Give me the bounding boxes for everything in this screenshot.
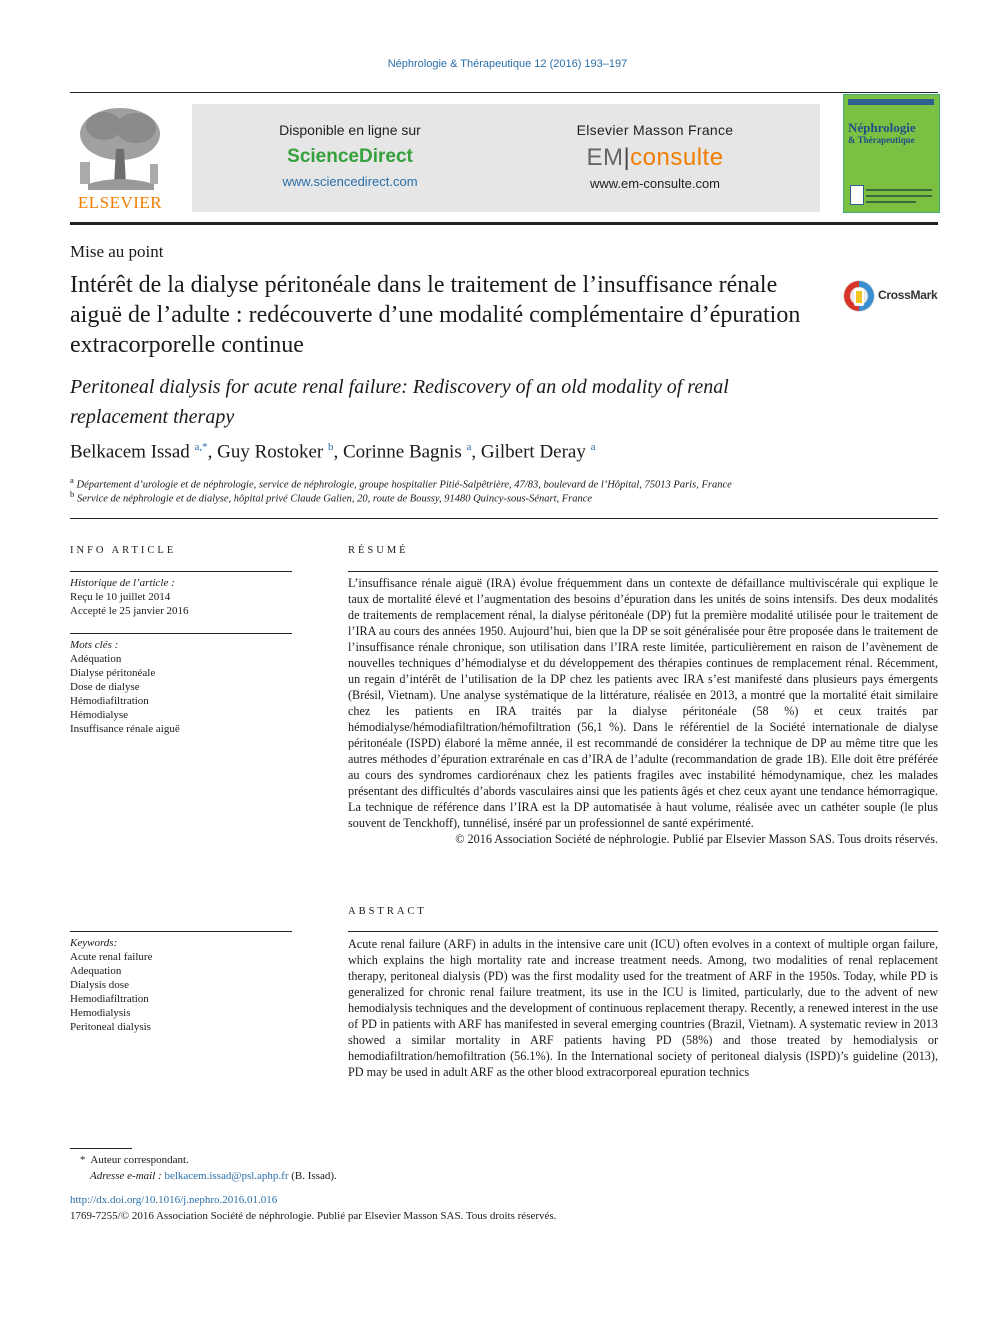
info-heading: INFO ARTICLE bbox=[70, 545, 177, 556]
keyword: Adequation bbox=[70, 965, 122, 977]
footnotes bbox=[70, 1152, 556, 1224]
keywords-en bbox=[70, 936, 292, 1034]
email-link[interactable]: belkacem.issad@psl.aphp.fr bbox=[164, 1170, 289, 1182]
keywords-fr-label: Mots clés : bbox=[70, 639, 119, 651]
cover-line bbox=[866, 201, 916, 203]
crossmark-badge[interactable] bbox=[842, 279, 942, 313]
keyword: Insuffisance rénale aiguë bbox=[70, 723, 180, 735]
sd-available-label: Disponible en ligne sur bbox=[279, 122, 421, 138]
journal-reference[interactable]: Néphrologie & Thérapeutique 12 (2016) 193–197 bbox=[387, 58, 628, 70]
info-rule bbox=[70, 571, 292, 572]
affiliation-mark: b bbox=[70, 489, 75, 499]
abstract-text: Acute renal failure (ARF) in adults in the intensive care unit (ICU) often evolves in a context of multiple organ failure, which explains the high mortality rate and increase treatment needs. Among, two modalities of renal replacement therapy, peritoneal dialysis (PD) was the first modality used for the treatment of ARF in the 1950s. Today, while PD is generalized for chronic renal failure treatment, its use in the ICU is limited, particularly, due to the advent of new hemodialysis techniques and the development of continuous replacement therapy. Recently, a renewed interest in the use of PD in patients with ARF has manifested in several emerging countries (Brazil, Vietnam). A systematic review in 2013 showed a similar mortality in ARF patients having PD (58%) and those treated by hemodialysis or hemodiafiltration/hemofiltration (56.1%). In the International society of peritoneal dialysis (ISPD)’s guideline (2013), PD may be used in adult ARF as the other blood extracorporeal epuration technics bbox=[348, 937, 938, 1079]
keyword: Hemodiafiltration bbox=[70, 993, 149, 1005]
sciencedirect-link[interactable]: www.sciencedirect.com bbox=[282, 174, 418, 189]
resume-copyright: © 2016 Association Société de néphrologie. Publié par Elsevier Masson SAS. Tous droits réservés. bbox=[455, 832, 938, 846]
keyword: Hemodialysis bbox=[70, 1007, 131, 1019]
keyword: Adéquation bbox=[70, 653, 122, 665]
corresponding-author-note bbox=[70, 1152, 556, 1168]
corresponding-text: Auteur correspondant. bbox=[90, 1154, 189, 1166]
crossmark-icon bbox=[842, 279, 876, 313]
crossmark-label: CrossMark bbox=[878, 288, 938, 302]
keyword: Hémodiafiltration bbox=[70, 695, 149, 707]
sciencedirect-block bbox=[250, 122, 450, 189]
elsevier-wordmark: ELSEVIER bbox=[77, 193, 163, 212]
info-rule bbox=[70, 931, 292, 932]
abstract-body bbox=[348, 936, 938, 1080]
author-name[interactable]: Guy Rostoker bbox=[217, 441, 324, 463]
cover-line bbox=[866, 189, 932, 191]
affiliation-mark: a bbox=[70, 475, 74, 485]
keyword: Dose de dialyse bbox=[70, 681, 140, 693]
journal-cover[interactable] bbox=[843, 94, 940, 213]
article-type: Mise au point bbox=[70, 242, 164, 261]
cover-subtitle: & Thérapeutique bbox=[848, 135, 915, 145]
author-name[interactable]: Gilbert Deray bbox=[480, 441, 586, 463]
affiliation-text: Département d’urologie et de néphrologie, service de néphrologie, groupe hospitalier Pitié-Salpêtrière, 47/83, boulevard de l’Hôpital, 75013 Paris, France bbox=[76, 479, 732, 491]
article-title-english: Peritoneal dialysis for acute renal failure: Rediscovery of an old modality of renal replacement therapy bbox=[70, 376, 729, 428]
em-logo-divider: | bbox=[623, 144, 631, 171]
resume-body bbox=[348, 575, 938, 847]
cover-line bbox=[866, 195, 932, 197]
email-suffix: (B. Issad). bbox=[291, 1170, 337, 1182]
sciencedirect-logo[interactable]: ScienceDirect bbox=[287, 146, 413, 167]
doi-link[interactable]: http://dx.doi.org/10.1016/j.nephro.2016.01.016 bbox=[70, 1194, 278, 1206]
corresponding-mark: * bbox=[80, 1154, 86, 1166]
section-rule bbox=[70, 518, 938, 519]
em-logo-consulte: consulte bbox=[630, 144, 724, 171]
em-consulte-logo[interactable] bbox=[545, 144, 765, 172]
email-line bbox=[70, 1168, 556, 1184]
article-history bbox=[70, 576, 292, 618]
cover-badge bbox=[850, 185, 864, 205]
em-logo-em: EM bbox=[586, 144, 624, 171]
keywords-en-label: Keywords: bbox=[70, 937, 118, 949]
header-bottom-rule bbox=[70, 222, 938, 225]
cover-title: Néphrologie bbox=[848, 120, 916, 135]
history-label: Historique de l’article : bbox=[70, 577, 175, 589]
info-rule bbox=[70, 633, 292, 634]
keyword: Hémodialyse bbox=[70, 709, 129, 721]
article-title: Intérêt de la dialyse péritonéale dans le traitement de l’insuffisance rénale aiguë de l’adulte : redécouverte d’une modalité complémentaire d’épuration extracorporelle continue bbox=[70, 272, 801, 358]
author-name[interactable]: Belkacem Issad bbox=[70, 441, 190, 463]
elsevier-tree-icon bbox=[68, 104, 172, 194]
abstract-heading: ABSTRACT bbox=[348, 906, 427, 917]
author-name[interactable]: Corinne Bagnis bbox=[342, 441, 462, 463]
keywords-fr bbox=[70, 638, 292, 736]
author-affiliation-mark[interactable]: a bbox=[590, 441, 596, 453]
em-consulte-block bbox=[545, 122, 765, 191]
affiliation bbox=[70, 489, 940, 505]
keyword: Dialysis dose bbox=[70, 979, 129, 991]
issn-copyright: 1769-7255/© 2016 Association Société de néphrologie. Publié par Elsevier Masson SAS. Tous droits réservés. bbox=[70, 1210, 557, 1222]
keyword: Dialyse péritonéale bbox=[70, 667, 156, 679]
em-consulte-link[interactable]: www.em-consulte.com bbox=[589, 176, 721, 191]
keyword: Acute renal failure bbox=[70, 951, 153, 963]
email-label: Adresse e-mail : bbox=[90, 1170, 162, 1182]
received-date: Reçu le 10 juillet 2014 bbox=[70, 591, 171, 603]
accepted-date: Accepté le 25 janvier 2016 bbox=[70, 605, 189, 617]
footnote-rule bbox=[70, 1148, 132, 1149]
author-affiliation-mark[interactable]: a,* bbox=[194, 441, 208, 453]
author-affiliation-mark[interactable]: b bbox=[327, 441, 334, 453]
abstract-rule bbox=[348, 931, 938, 932]
resume-text: L’insuffisance rénale aiguë (IRA) évolue fréquemment dans un contexte de défaillance multiviscérale qui explique le taux de mortalité élevé et l’augmentation des besoins d’épuration dans les unités de soins intensifs. Des deux modalités de traitements de remplacement rénal, la dialyse péritonéale (DP) fut la première modalité utilisée pour le traitement de l’IRA au cours des années 1950. Aujourd’hui, bien que la DP se soit généralisée pour être proposée dans le traitement de l’insuffisance rénale chronique, son utilisation dans l’IRA reste limitée, particulièrement en raison de l’avènement de nouvelles techniques d’hémodialyse et du développement des thérapies continues de remplacement rénal. Récemment, un regain d’intérêt de l’utilisation de la DP chez les patients avec IRA s’est manifesté dans plusieurs pays émergents (Brésil, Vietnam). Une analyse systématique de la littérature, réalisée en 2013, a montré que la mortalité était similaire chez les patients en IRA traités par la dialyse péritonéale (58 %) et ceux traités par hémodialyse/hémodiafiltration/hémofiltration (56,1 %). Dans le référentiel de la Société internationale de dialyse péritonéale (ISPD) élaboré la même année, il est recommandé de considérer la technique de DP au même titre que les autres méthodes d’épuration extrarénale en cas d’IRA de l’adulte (recommandation de grade 1B). Elle doit être préférée au cours des syndromes cardiorénaux chez les patients fragiles avec instabilité hémodynamique, chez les malades présentant des difficultés d’abords vasculaires ainsi que les patients âgés et chez ceux ayant une tendance hémorragique. La technique de référence dans l’IRA est la DP automatisée à haut volume, réalisée avec un cathéter souple (le plus souvent de Tenckhoff), tunnélisé, inséré par un professionnel de santé expérimenté. bbox=[348, 576, 938, 830]
affiliation-text: Service de néphrologie et de dialyse, hôpital privé Claude Galien, 20, route de Boussy, 91480 Quincy-sous-Sénart, France bbox=[77, 493, 593, 505]
resume-rule bbox=[348, 571, 938, 572]
header-top-rule bbox=[70, 92, 938, 93]
cover-top-band bbox=[848, 99, 934, 105]
author-affiliation-mark[interactable]: a bbox=[466, 441, 472, 453]
em-publisher-label: Elsevier Masson France bbox=[576, 122, 734, 138]
resume-heading: RÉSUMÉ bbox=[348, 545, 409, 556]
keyword: Peritoneal dialysis bbox=[70, 1021, 151, 1033]
author-list: Belkacem Issad $^{a,*}$, Guy Rostoker $^b$, Corinne Bagnis $^a$, Gilbert Deray $^a$ bbox=[70, 441, 596, 463]
